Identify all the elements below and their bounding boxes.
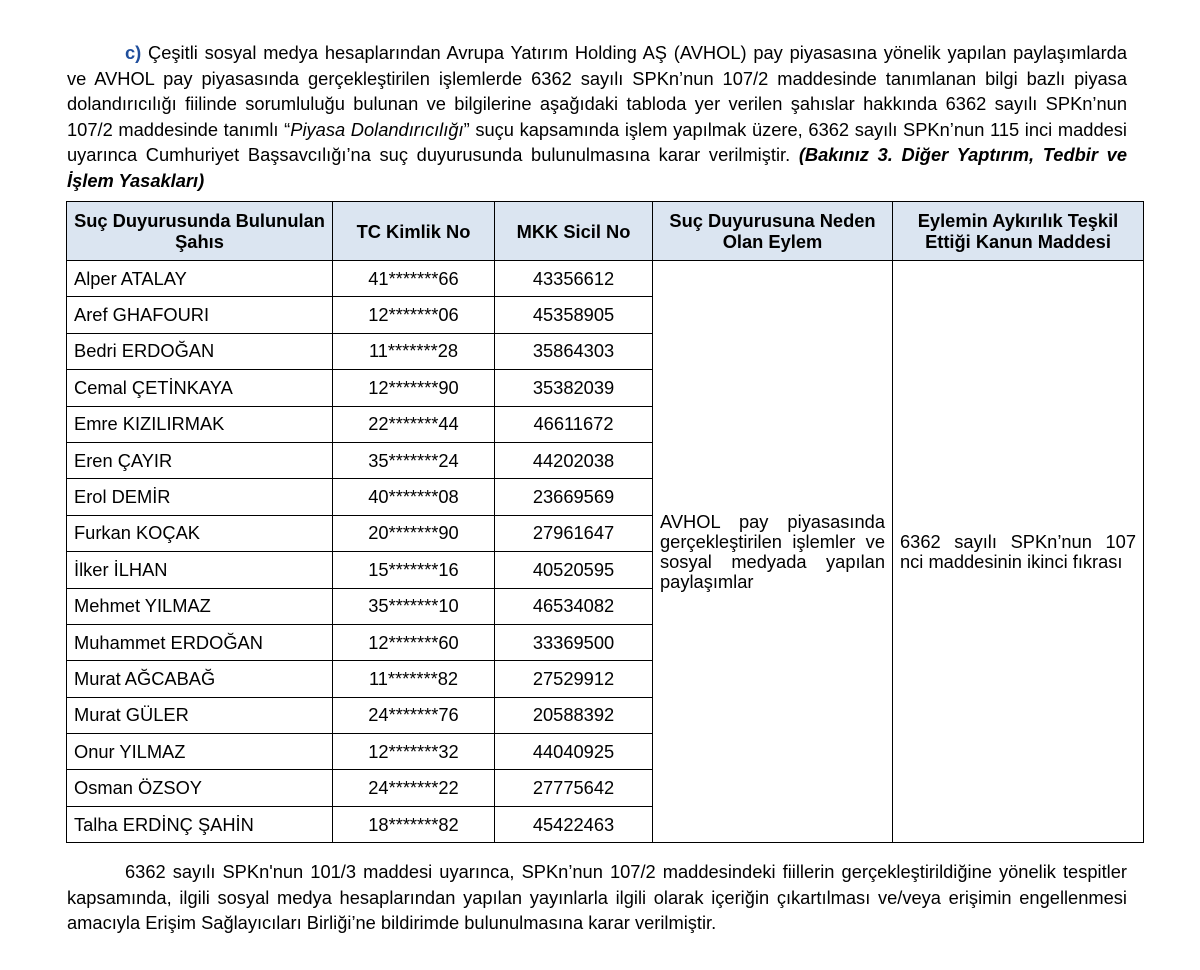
cell-name: Alper ATALAY — [67, 261, 333, 297]
table-header-row — [67, 202, 1144, 261]
cell-mkk: 27775642 — [495, 770, 653, 806]
cell-tc: 24*******22 — [333, 770, 495, 806]
cell-name: Bedri ERDOĞAN — [67, 333, 333, 369]
cell-mkk: 27529912 — [495, 661, 653, 697]
cell-mkk: 27961647 — [495, 515, 653, 551]
cell-mkk: 46611672 — [495, 406, 653, 442]
header-action: Suç Duyurusuna Neden Olan Eylem — [653, 202, 893, 261]
cell-mkk: 33369500 — [495, 624, 653, 660]
cell-law: 6362 sayılı SPKn’nun 107 nci maddesinin ikinci fıkrası — [893, 261, 1144, 843]
cell-tc: 20*******90 — [333, 515, 495, 551]
cell-mkk: 40520595 — [495, 552, 653, 588]
intro-text-1: Çeşitli sosyal medya hesaplarından Avrupa Yatırım Holding AŞ (AVHOL) pay piyasasına yönelik yapılan paylaşımlarda ve AVHOL pay piyasasında gerçekleştirilen işlemlerde 6362 sayılı SPKn’nun 107/2 maddesinde tanımlanan bilgi bazlı piyasa dolandırıcılığı fiilinde sorumluluğu bulunan ve bilgilerine aşağıdaki tabloda yer verilen şahıslar hakkında 6362 sayılı SPKn’nun 107/2 maddesinde tanımlı “ — [67, 42, 1127, 140]
cell-mkk: 35864303 — [495, 333, 653, 369]
cell-mkk: 23669569 — [495, 479, 653, 515]
cell-mkk: 46534082 — [495, 588, 653, 624]
intro-reference: (Bakınız 3. Diğer Yaptırım, Tedbir ve İşlem Yasakları) — [67, 144, 1127, 191]
intro-italic-term: Piyasa Dolandırıcılığı — [290, 118, 464, 140]
cell-name: Furkan KOÇAK — [67, 515, 333, 551]
cell-tc: 12*******90 — [333, 370, 495, 406]
cell-tc: 35*******10 — [333, 588, 495, 624]
header-tc: TC Kimlik No — [333, 202, 495, 261]
cell-tc: 11*******28 — [333, 333, 495, 369]
cell-tc: 35*******24 — [333, 442, 495, 478]
table-row — [67, 261, 1144, 297]
intro-paragraph — [67, 40, 1127, 193]
cell-name: Emre KIZILIRMAK — [67, 406, 333, 442]
cell-tc: 41*******66 — [333, 261, 495, 297]
outro-paragraph — [67, 859, 1127, 936]
cell-name: Talha ERDİNÇ ŞAHİN — [67, 806, 333, 842]
cell-tc: 12*******32 — [333, 734, 495, 770]
cell-name: Osman ÖZSOY — [67, 770, 333, 806]
header-mkk: MKK Sicil No — [495, 202, 653, 261]
cell-name: Eren ÇAYIR — [67, 442, 333, 478]
cell-name: Muhammet ERDOĞAN — [67, 624, 333, 660]
table-body — [67, 261, 1144, 843]
cell-mkk: 44040925 — [495, 734, 653, 770]
cell-name: Cemal ÇETİNKAYA — [67, 370, 333, 406]
cell-mkk: 45358905 — [495, 297, 653, 333]
cell-mkk: 35382039 — [495, 370, 653, 406]
cell-tc: 12*******06 — [333, 297, 495, 333]
cell-mkk: 20588392 — [495, 697, 653, 733]
cell-tc: 24*******76 — [333, 697, 495, 733]
cell-tc: 18*******82 — [333, 806, 495, 842]
header-person: Suç Duyurusunda Bulunulan Şahıs — [67, 202, 333, 261]
persons-table — [66, 201, 1144, 843]
cell-name: Erol DEMİR — [67, 479, 333, 515]
cell-name: Murat GÜLER — [67, 697, 333, 733]
cell-action: AVHOL pay piyasasında gerçekleştirilen işlemler ve sosyal medyada yapılan paylaşımlar — [653, 261, 893, 843]
cell-tc: 12*******60 — [333, 624, 495, 660]
cell-name: Mehmet YILMAZ — [67, 588, 333, 624]
cell-name: Aref GHAFOURI — [67, 297, 333, 333]
cell-tc: 40*******08 — [333, 479, 495, 515]
cell-mkk: 44202038 — [495, 442, 653, 478]
cell-mkk: 43356612 — [495, 261, 653, 297]
cell-name: Murat AĞCABAĞ — [67, 661, 333, 697]
intro-text-2: ” suçu kapsamında işlem yapılmak üzere, 6362 sayılı SPKn’nun 115 inci maddesi uyarınca Cumhuriyet Başsavcılığı’na suç duyurusunda bulunulmasına karar verilmiştir. — [67, 118, 1127, 165]
cell-mkk: 45422463 — [495, 806, 653, 842]
cell-name: Onur YILMAZ — [67, 734, 333, 770]
cell-tc: 22*******44 — [333, 406, 495, 442]
cell-tc: 11*******82 — [333, 661, 495, 697]
outro-text: 6362 sayılı SPKn'nun 101/3 maddesi uyarınca, SPKn’nun 107/2 maddesindeki fiillerin gerçekleştirildiğine yönelik tespitler kapsamında, ilgili sosyal medya hesaplarından yapılan yayınlarla ilgili olarak içeriğin çıkartılması ve/veya erişimin engellenmesi amacıyla Erişim Sağlayıcıları Birliği’ne bildirimde bulunulmasına karar verilmiştir. — [67, 861, 1127, 933]
header-law: Eylemin Aykırılık Teşkil Ettiği Kanun Maddesi — [893, 202, 1144, 261]
cell-tc: 15*******16 — [333, 552, 495, 588]
cell-name: İlker İLHAN — [67, 552, 333, 588]
item-marker: c) — [125, 42, 142, 63]
